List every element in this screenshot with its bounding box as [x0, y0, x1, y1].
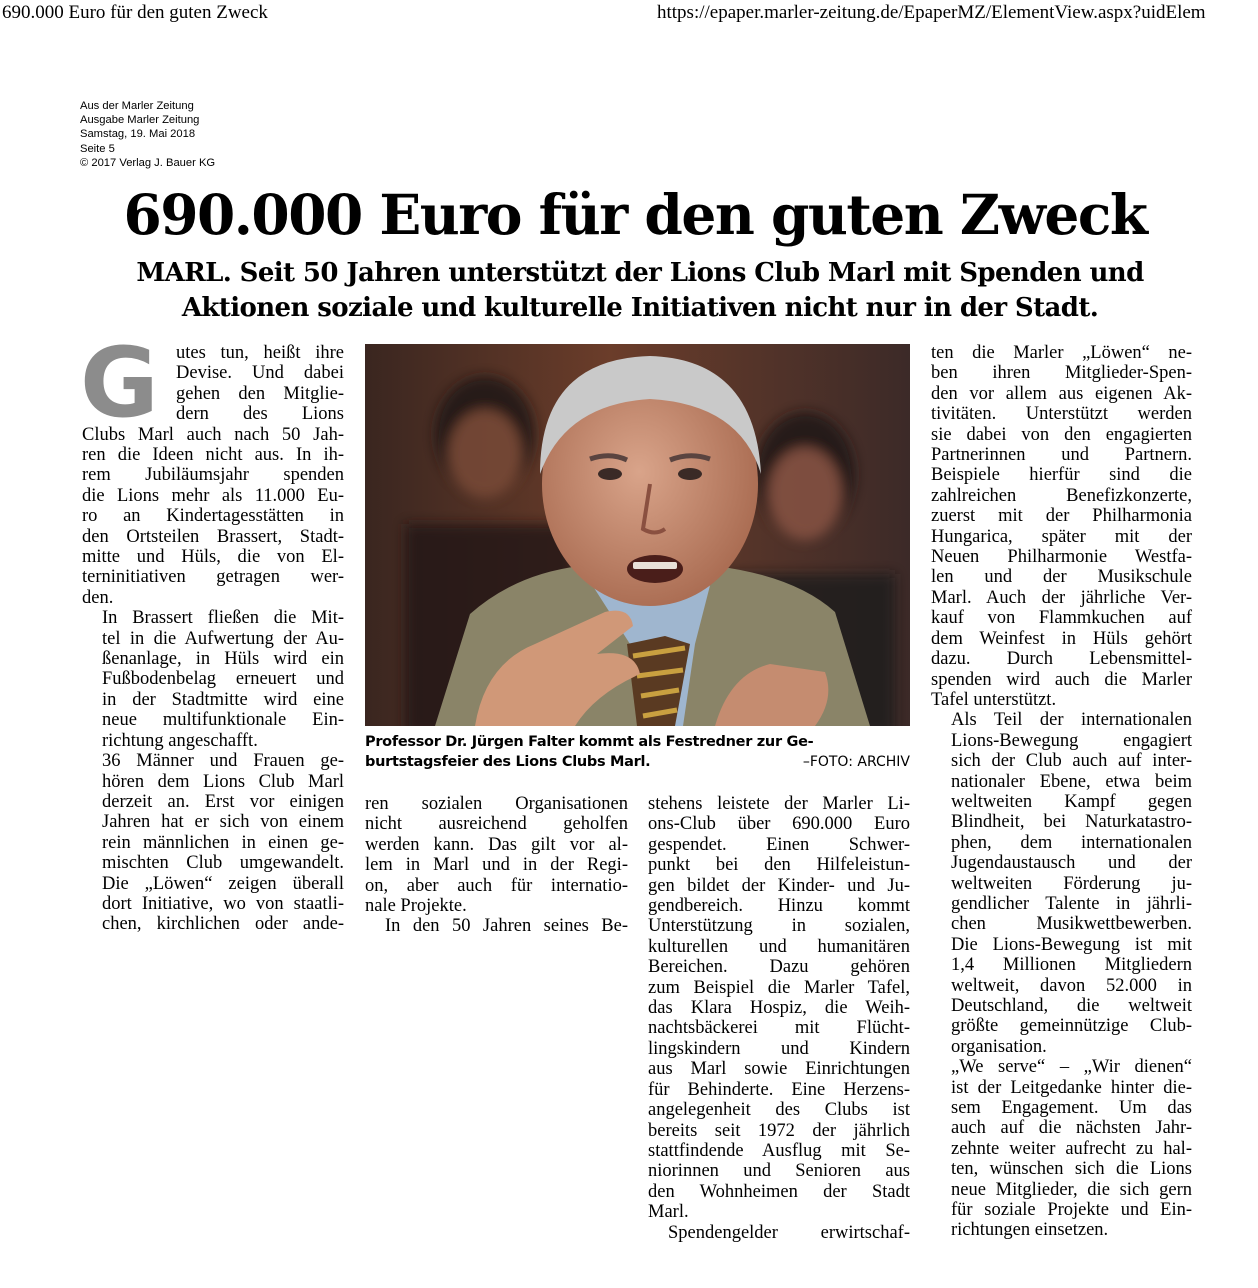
text-line: In den 50 Jahren seines Be-: [385, 916, 628, 937]
text-line: In Brassert fließen die Mit-: [102, 608, 344, 629]
subheadline: [80, 256, 1200, 326]
text-line: ro an Kindertagesstätten in: [82, 506, 344, 527]
text-line: stehens leistete der Marler Li-: [648, 794, 910, 814]
text-line: utes tun, heißt ihre: [176, 343, 344, 363]
paragraph: [648, 1223, 910, 1243]
text-line: Spendengelder erwirtschaf-: [668, 1222, 910, 1243]
text-line: derzeit an. Erst vor einigen: [102, 791, 344, 812]
text-line: tivitäten. Unterstützt werden: [931, 404, 1192, 425]
photo-credit: –FOTO: ARCHIV: [802, 754, 910, 770]
article-column-4: [931, 343, 1192, 1241]
text-line: Hungarica, später mit der: [931, 526, 1192, 547]
headline: 690.000 Euro für den guten Zweck: [123, 182, 1147, 247]
text-line: len und der Musikschule: [931, 567, 1192, 588]
text-line: dazu. Durch Lebensmittel-: [931, 649, 1192, 670]
text-line: mitte und Hüls, die von El-: [82, 547, 344, 568]
text-line: den vor allem aus eigenen Ak-: [931, 383, 1192, 404]
text-line: nachtsbäckerei mit Flücht-: [648, 1018, 910, 1039]
text-line: Lions-Bewegung engagiert: [951, 730, 1192, 751]
text-line: Devise. Und dabei: [176, 363, 344, 384]
text-line: zehnte weiter aufrecht zu hal-: [951, 1138, 1192, 1159]
text-line: den.: [82, 587, 114, 608]
article-column-2: [365, 794, 628, 937]
edition-line: Ausgabe Marler Zeitung: [80, 114, 200, 127]
text-line: organisation.: [951, 1036, 1047, 1057]
text-line: ons-Club über 690.000 Euro: [648, 814, 910, 835]
text-line: Tafel unterstützt.: [931, 689, 1057, 710]
text-line: chen, kirchlichen oder ande-: [102, 914, 344, 935]
text-line: rem Jubiläumsjahr spenden: [82, 465, 344, 486]
text-line: richtung angeschafft.: [102, 730, 258, 751]
text-line: Unterstützung in sozialen,: [648, 916, 910, 937]
subhead-line: MARL. Seit 50 Jahren unterstützt der Lions Club Marl mit Spenden und: [136, 258, 1144, 288]
text-line: die Lions mehr als 11.000 Eu-: [82, 485, 344, 506]
paragraph: [365, 916, 628, 936]
text-line: in der Stadtmitte wird eine: [102, 689, 344, 710]
paragraph: [82, 608, 344, 751]
text-line: zum Beispiel die Marler Tafel,: [648, 977, 910, 998]
paragraph: [82, 425, 344, 609]
text-line: bereits seit 1972 der jährlich: [648, 1120, 910, 1141]
text-line: kulturellen und humanitären: [648, 936, 910, 957]
source-line: Aus der Marler Zeitung: [80, 100, 194, 112]
text-line: niorinnen und Senioren aus: [648, 1161, 910, 1182]
text-line: on, aber auch für internatio-: [365, 875, 628, 896]
text-line: hören dem Lions Club Marl: [102, 771, 344, 792]
text-line: lingskindern und Kindern: [648, 1038, 910, 1059]
text-line: für Behinderte. Eine Herzens-: [648, 1079, 910, 1100]
photo-caption: [365, 732, 910, 772]
text-line: sie dabei von den engagierten: [931, 424, 1192, 445]
dropcap: G: [80, 327, 159, 439]
caption-line: burtstagsfeier des Lions Clubs Marl.: [365, 754, 651, 770]
text-line: Marl.: [648, 1202, 689, 1223]
text-line: weltweit, davon 52.000 in: [951, 975, 1192, 996]
text-line: phen, dem internationalen: [951, 832, 1192, 853]
text-line: gendbereich. Hinzu kommt: [648, 896, 910, 917]
text-line: angelegenheit des Clubs ist: [648, 1100, 910, 1121]
paragraph: [82, 751, 344, 935]
text-line: rein männlichen in einen ge-: [102, 832, 344, 853]
text-line: den Wohnheimen der Stadt: [648, 1181, 910, 1202]
text-line: spenden wird auch die Marler: [931, 669, 1192, 690]
text-line: kauf von Flammkuchen auf: [931, 608, 1192, 629]
text-line: Clubs Marl auch nach 50 Jah-: [82, 424, 344, 445]
page-line: Seite 5: [80, 142, 115, 155]
text-line: aus Marl sowie Einrichtungen: [648, 1059, 910, 1080]
text-line: den Ortsteilen Brassert, Stadt-: [82, 526, 344, 547]
text-line: lem in Marl und in der Regi-: [365, 855, 628, 876]
text-line: gendlicher Talente in jährli-: [951, 893, 1192, 914]
text-line: dern des Lions: [176, 404, 344, 425]
text-line: ßenanlage, in Hüls wird ein: [102, 649, 344, 670]
paragraph: [931, 710, 1192, 1057]
text-line: dem Weinfest in Hüls gehört: [931, 628, 1192, 649]
text-line: Jahren hat er sich von einem: [102, 812, 344, 833]
text-line: ten, wünschen sich die Lions: [951, 1159, 1192, 1180]
text-line: gen bildet der Kinder- und Ju-: [648, 875, 910, 896]
text-line: dort Initiative, wo von staatli-: [102, 893, 344, 914]
text-line: weltweiten Förderung ju-: [951, 873, 1192, 894]
text-line: neue multifunktionale Ein-: [102, 710, 344, 731]
paragraph: [648, 794, 910, 1223]
dropcap-lines: [176, 343, 344, 425]
text-line: Die Lions-Bewegung ist mit: [951, 934, 1192, 955]
text-line: Jugendaustausch und der: [951, 853, 1192, 874]
text-line: werden kann. Das gilt vor al-: [365, 834, 628, 855]
text-line: mischten Club umgewandelt.: [102, 853, 344, 874]
text-line: weltweiten Kampf gegen: [951, 791, 1192, 812]
text-line: gespendet. Einen Schwer-: [648, 834, 910, 855]
text-line: auch auf die nächsten Jahr-: [951, 1118, 1192, 1139]
text-line: tel in die Aufwertung der Au-: [102, 628, 344, 649]
portrait-photo: [365, 344, 910, 726]
text-line: Beispiele hierfür sind die: [931, 465, 1192, 486]
date-line: Samstag, 19. Mai 2018: [80, 128, 196, 141]
text-line: Die „Löwen“ zeigen überall: [102, 873, 344, 894]
text-line: neue Mitglieder, die sich gern: [951, 1179, 1192, 1200]
text-line: Partnerinnen und Partnern.: [931, 445, 1192, 466]
text-line: ren die Ideen nicht aus. In ih-: [82, 445, 344, 465]
text-line: terninitiativen getragen wer-: [82, 567, 344, 588]
text-line: Bereichen. Dazu gehören: [648, 957, 910, 978]
text-line: 1,4 Millionen Mitgliedern: [951, 955, 1192, 976]
subhead-line: Aktionen soziale und kulturelle Initiativen nicht nur in der Stadt.: [181, 293, 1099, 323]
text-line: sich der Club auch auf inter-: [951, 751, 1192, 772]
text-line: größte gemeinnützige Club-: [951, 1016, 1192, 1037]
text-line: nale Projekte.: [365, 896, 467, 917]
text-line: nationaler Ebene, etwa beim: [951, 771, 1192, 792]
text-line: „We serve“ – „Wir dienen“: [951, 1057, 1192, 1078]
text-line: punkt bei den Hilfeleistun-: [648, 855, 910, 876]
text-line: ben ihren Mitglieder-Spen-: [931, 363, 1192, 384]
text-line: für soziale Projekte und Ein-: [951, 1200, 1192, 1221]
text-line: zahlreichen Benefizkonzerte,: [931, 485, 1192, 506]
text-line: Deutschland, die weltweit: [951, 996, 1192, 1016]
paragraph: [365, 794, 628, 916]
caption-line: Professor Dr. Jürgen Falter kommt als Festredner zur Ge-: [365, 734, 814, 750]
text-line: das Klara Hospiz, die Weih-: [648, 998, 910, 1019]
text-line: chen Musikwettbewerben.: [951, 914, 1192, 935]
text-line: Blindheit, bei Naturkatastro-: [951, 812, 1192, 833]
paragraph: [931, 1057, 1192, 1241]
text-line: 36 Männer und Frauen ge-: [102, 751, 344, 772]
text-line: sem Engagement. Um das: [951, 1098, 1192, 1119]
text-line: stattfindende Ausflug mit Se-: [648, 1140, 910, 1161]
article-column-1: [80, 327, 344, 935]
text-line: ten die Marler „Löwen“ ne-: [931, 343, 1192, 363]
text-line: richtungen einsetzen.: [951, 1220, 1109, 1241]
article-photo: [365, 344, 910, 726]
text-line: Als Teil der internationalen: [951, 710, 1192, 731]
text-line: zuerst mit der Philharmonia: [931, 506, 1192, 527]
text-line: nicht ausreichend geholfen: [365, 814, 628, 835]
text-line: ren sozialen Organisationen: [365, 794, 628, 814]
text-line: Marl. Auch der jährliche Ver-: [931, 587, 1192, 608]
text-line: Fußbodenbelag erneuert und: [102, 669, 344, 690]
copyright-line: © 2017 Verlag J. Bauer KG: [80, 156, 216, 169]
browser-page-title: 690.000 Euro für den guten Zweck: [2, 2, 268, 23]
article-column-3: [648, 794, 910, 1243]
text-line: Neuen Philharmonie Westfa-: [931, 547, 1192, 568]
publication-info: [80, 99, 215, 170]
paragraph: [931, 343, 1192, 710]
text-line: gehen den Mitglie-: [176, 383, 344, 404]
browser-url: https://epaper.marler-zeitung.de/EpaperMZ/ElementView.aspx?uidElem: [657, 2, 1206, 23]
text-line: ist der Leitgedanke hinter die-: [951, 1077, 1192, 1098]
